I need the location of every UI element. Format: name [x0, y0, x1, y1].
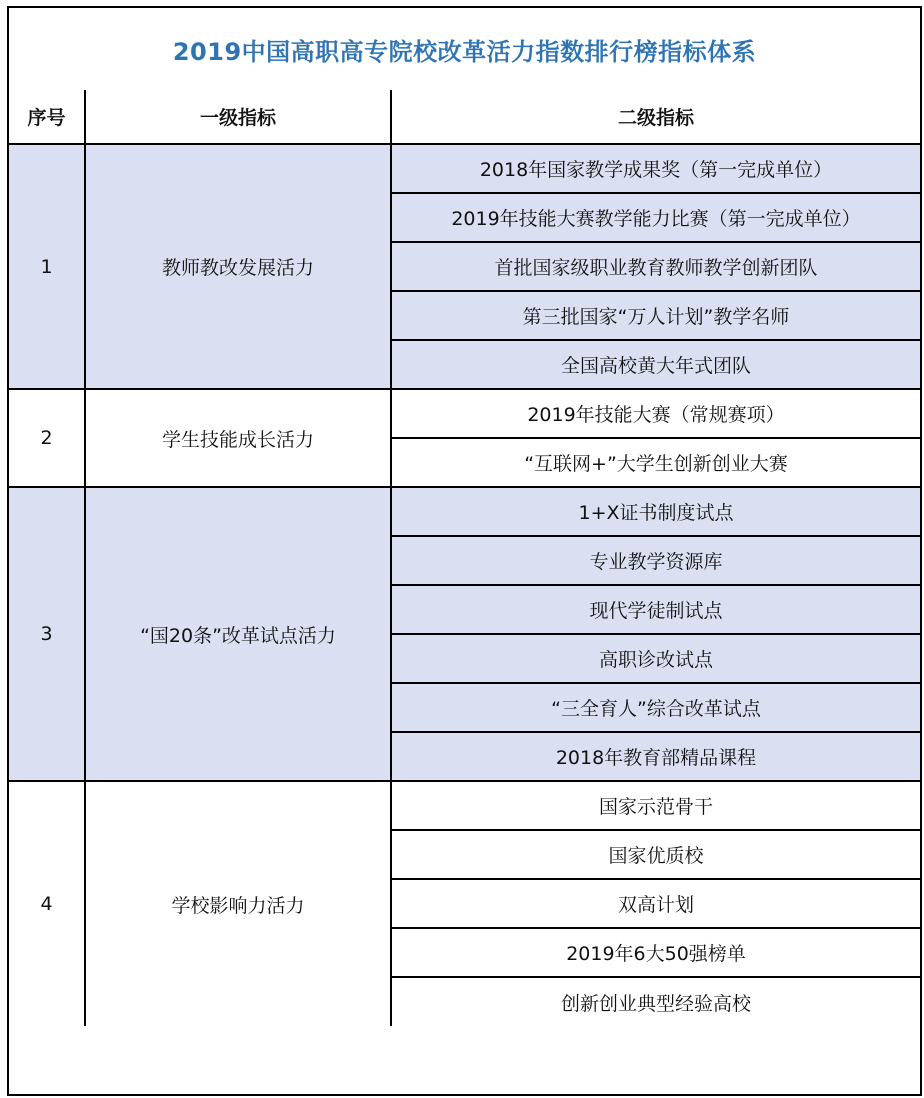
level2-cell: 2019年技能大赛教学能力比赛（第一完成单位）	[391, 193, 920, 242]
level2-cell: “三全育人”综合改革试点	[391, 683, 920, 732]
level2-cell: “互联网+”大学生创新创业大赛	[391, 438, 920, 487]
level2-cell: 全国高校黄大年式团队	[391, 340, 920, 389]
table-row	[9, 389, 920, 438]
level2-cell: 1+X证书制度试点	[391, 487, 920, 536]
level1-cell: 教师教改发展活力	[85, 144, 391, 389]
header-index: 序号	[9, 90, 85, 144]
header-level1: 一级指标	[85, 90, 391, 144]
table-body	[9, 144, 920, 1026]
level2-cell: 第三批国家“万人计划”教学名师	[391, 291, 920, 340]
header-level2: 二级指标	[391, 90, 920, 144]
level2-cell: 创新创业典型经验高校	[391, 977, 920, 1026]
table-title: 2019中国高职高专院校改革活力指数排行榜指标体系	[9, 8, 920, 92]
index-cell: 1	[9, 144, 85, 389]
indicator-table-sheet	[7, 6, 922, 1096]
level2-cell: 2018年国家教学成果奖（第一完成单位）	[391, 144, 920, 193]
table-row	[9, 781, 920, 830]
index-cell: 3	[9, 487, 85, 781]
index-cell: 2	[9, 389, 85, 487]
indicator-table	[9, 90, 920, 1026]
level2-cell: 双高计划	[391, 879, 920, 928]
level1-cell: 学生技能成长活力	[85, 389, 391, 487]
level2-cell: 现代学徒制试点	[391, 585, 920, 634]
level2-cell: 国家示范骨干	[391, 781, 920, 830]
level2-cell: 2018年教育部精品课程	[391, 732, 920, 781]
level2-cell: 高职诊改试点	[391, 634, 920, 683]
header-row	[9, 90, 920, 144]
level2-cell: 2019年6大50强榜单	[391, 928, 920, 977]
level1-cell: 学校影响力活力	[85, 781, 391, 1026]
level2-cell: 2019年技能大赛（常规赛项）	[391, 389, 920, 438]
level2-cell: 专业教学资源库	[391, 536, 920, 585]
index-cell: 4	[9, 781, 85, 1026]
table-row	[9, 487, 920, 536]
level2-cell: 国家优质校	[391, 830, 920, 879]
level1-cell: “国20条”改革试点活力	[85, 487, 391, 781]
level2-cell: 首批国家级职业教育教师教学创新团队	[391, 242, 920, 291]
table-row	[9, 144, 920, 193]
